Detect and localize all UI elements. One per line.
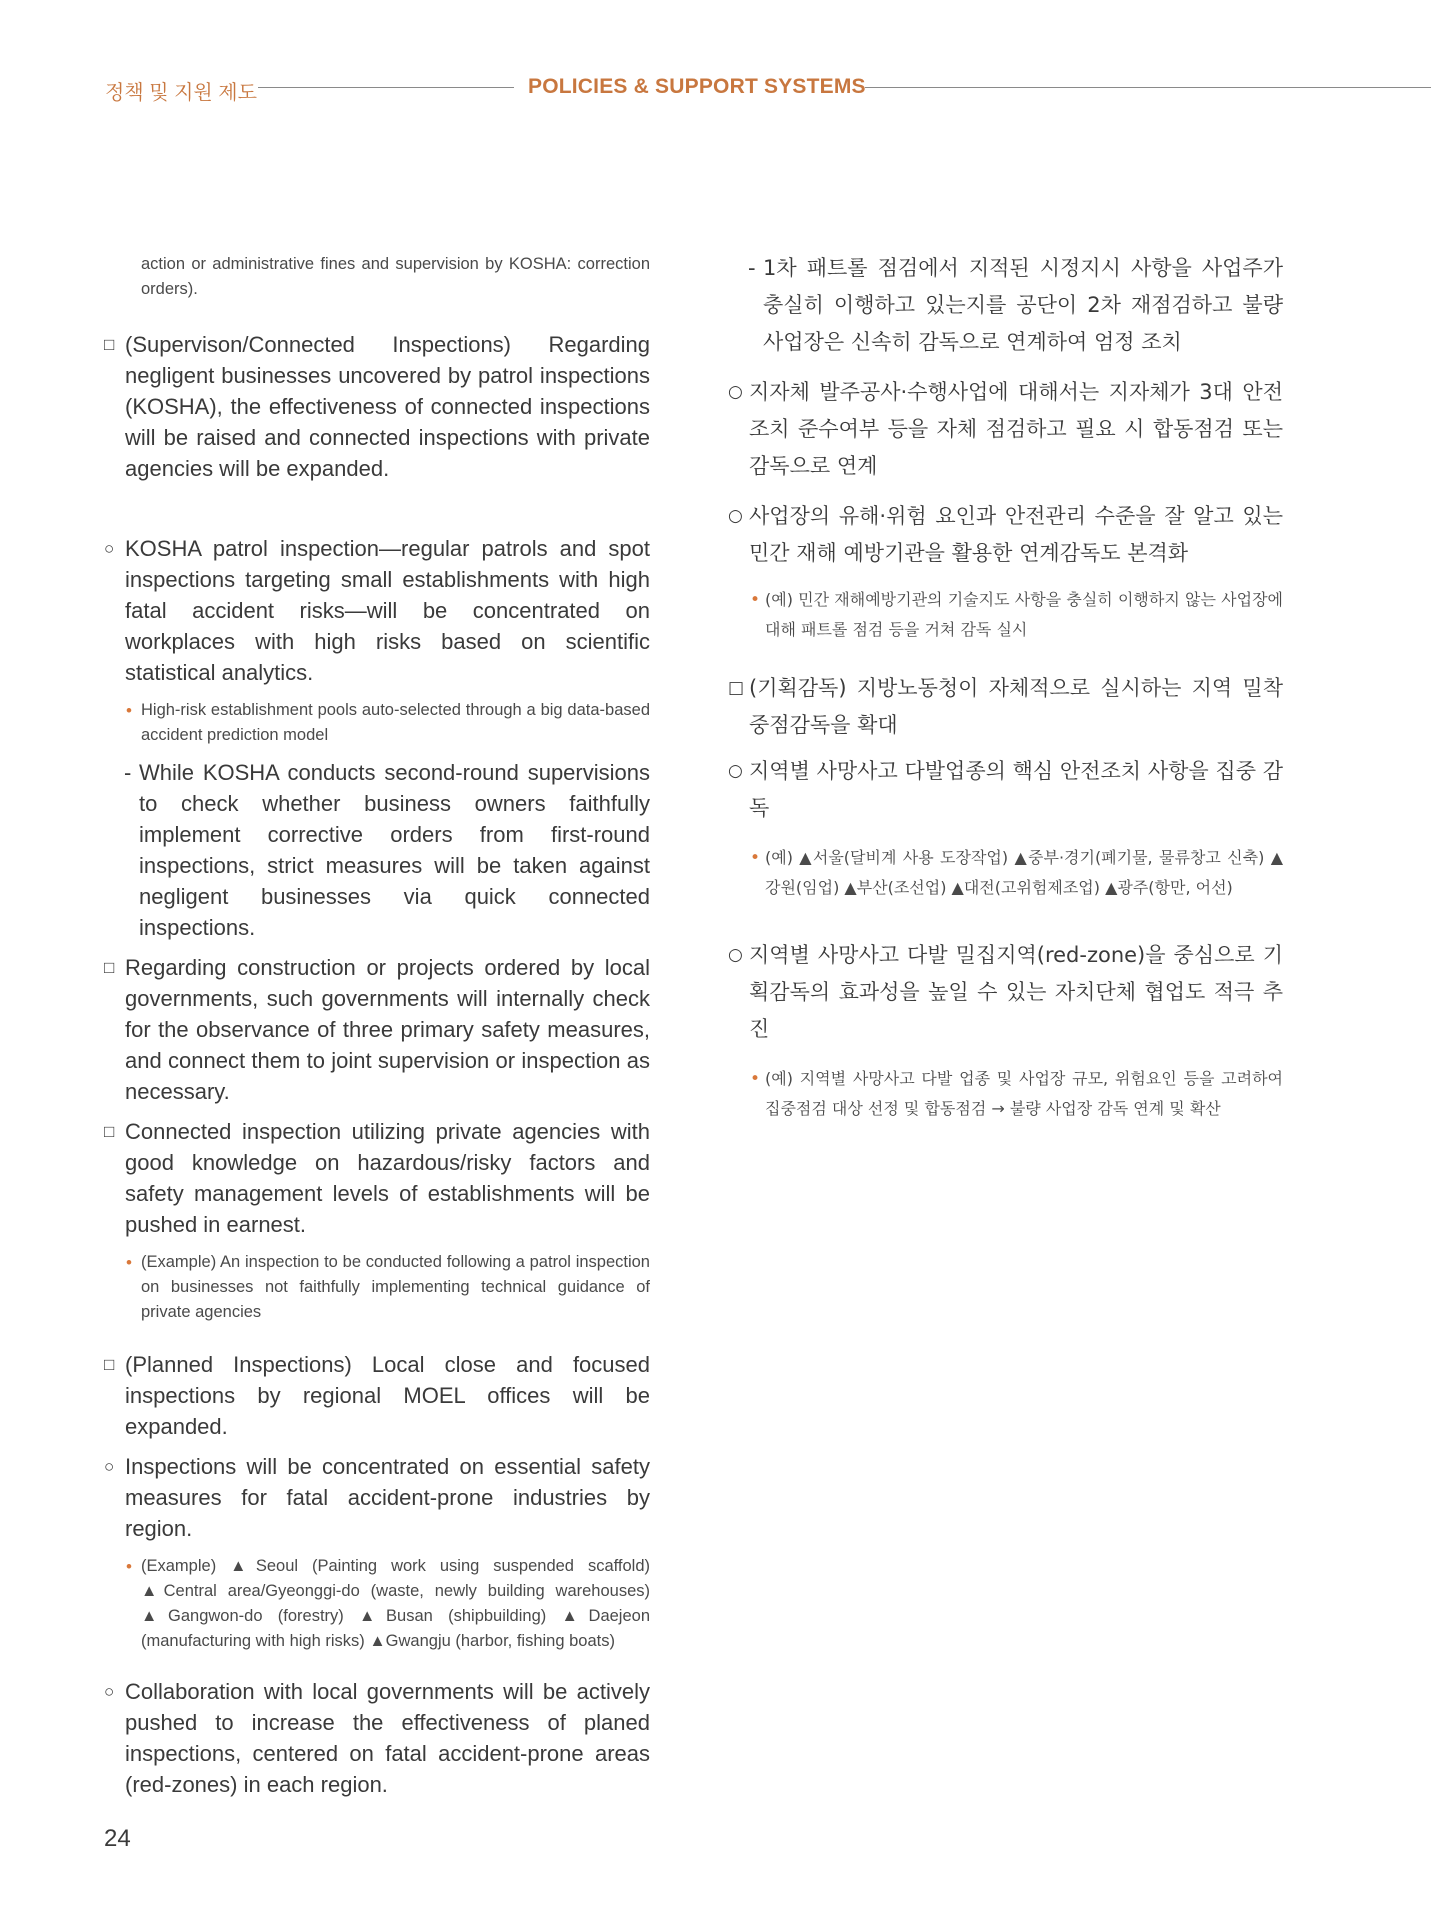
paragraph-text: High-risk establishment pools auto-selected through a big data-based accident prediction model [141,701,650,744]
dot-item [104,1250,650,1325]
paragraph-text: (예) 민간 재해예방기관의 기술지도 사항을 충실히 이행하지 않는 사업장에 대해 패트롤 점검 등을 거쳐 감독 실시 [765,590,1283,639]
continued-text [104,252,650,302]
right-column [728,252,1283,1124]
square-bullet-icon: □ [104,958,115,977]
paragraph-text: (Example) ▲Seoul (Painting work using suspended scaffold) ▲Central area/Gyeonggi-do (waste, newly building warehouses) ▲Gangwon-do (forestry) ▲Busan (shipbuilding) ▲Daejeon (manufacturing with high risks) ▲Gwangju (harbor, fishing boats) [141,1557,650,1650]
header-rule-right [865,87,1431,88]
paragraph-text: While KOSHA conducts second-round supervisions to check whether business owners faithfully implement corrective orders from first-round inspections, strict measures will be taken against negligent businesses via quick connected inspections. [139,760,650,940]
square-item [104,329,650,484]
square-item [104,1116,650,1240]
paragraph-text: action or administrative fines and supervision by KOSHA: correction orders). [141,255,650,298]
circle-bullet-icon: ○ [104,539,115,558]
paragraph-text: (예) ▲서울(달비계 사용 도장작업) ▲중부·경기(폐기물, 물류창고 신축) ▲강원(임업) ▲부산(조선업) ▲대전(고위험제조업) ▲광주(항만, 어선) [765,848,1283,897]
square-bullet-icon: □ [104,335,115,354]
dot-item [728,843,1283,903]
dot-bullet-icon: • [126,701,132,720]
dot-item [728,1064,1283,1124]
dash-bullet-icon: - [748,256,756,280]
paragraph-text: 1차 패트롤 점검에서 지적된 시정지시 사항을 사업주가 충실히 이행하고 있는지를 공단이 2차 재점검하고 불량 사업장은 신속히 감독으로 연계하여 엄정 조치 [763,256,1283,354]
dash-item [104,757,650,943]
dot-item [104,1554,650,1654]
paragraph-text: 지역별 사망사고 다발업종의 핵심 안전조치 사항을 집중 감독 [749,759,1283,820]
paragraph-text: KOSHA patrol inspection—regular patrols and spot inspections targeting small establishments with high fatal accident risks—will be concentrated on workplaces with high risks based on scientific statistical analytics. [125,536,650,685]
circle-item [728,374,1283,485]
paragraph-text: (예) 지역별 사망사고 다발 업종 및 사업장 규모, 위험요인 등을 고려하여 집중점검 대상 선정 및 합동점검 → 불량 사업장 감독 연계 및 확산 [765,1069,1283,1118]
circle-bullet-icon: ○ [728,945,743,965]
page-number: 24 [104,1825,131,1852]
square-item [104,1349,650,1442]
circle-bullet-icon: ○ [728,761,743,781]
paragraph-text: 지자체 발주공사·수행사업에 대해서는 지자체가 3대 안전조치 준수여부 등을 자체 점검하고 필요 시 합동점검 또는 감독으로 연계 [749,380,1283,478]
dot-bullet-icon: • [126,1557,132,1576]
dot-item [104,698,650,748]
paragraph-text: (Supervison/Connected Inspections) Regarding negligent businesses uncovered by patrol inspections (KOSHA), the effectiveness of connected inspections will be raised and connected inspections with private agencies will be expanded. [125,332,650,481]
circle-item [728,937,1283,1048]
circle-bullet-icon: ○ [104,1682,115,1701]
paragraph-text: Collaboration with local governments will be actively pushed to increase the effectiveness of planed inspections, centered on fatal accident-prone areas (red-zones) in each region. [125,1679,650,1797]
section-title-korean: 정책 및 지원 제도 [105,82,257,104]
paragraph-text: (Planned Inspections) Local close and focused inspections by regional MOEL offices will be expanded. [125,1352,650,1439]
circle-item [104,533,650,688]
dash-bullet-icon: - [124,760,132,785]
section-title-english: POLICIES & SUPPORT SYSTEMS [528,75,866,98]
paragraph-text: Connected inspection utilizing private agencies with good knowledge on hazardous/risky factors and safety management levels of establishments will be pushed in earnest. [125,1119,650,1237]
paragraph-text: Inspections will be concentrated on essential safety measures for fatal accident-prone industries by region. [125,1454,650,1541]
paragraph-text: 사업장의 유해·위험 요인과 안전관리 수준을 잘 알고 있는 민간 재해 예방기관을 활용한 연계감독도 본격화 [749,504,1283,565]
dash-item [728,250,1283,361]
page-header [0,72,1431,102]
circle-bullet-icon: ○ [104,1457,115,1476]
circle-item [104,1676,650,1800]
circle-item [728,498,1283,572]
dot-bullet-icon: • [126,1253,132,1272]
paragraph-text: Regarding construction or projects ordered by local governments, such governments will internally check for the observance of three primary safety measures, and connect them to joint supervision or inspection as necessary. [125,955,650,1104]
square-bullet-icon: □ [728,678,745,698]
header-rule-left [258,87,514,88]
dot-bullet-icon: • [750,1069,761,1089]
dot-bullet-icon: • [750,848,761,868]
dot-item [728,585,1283,645]
square-bullet-icon: □ [104,1122,115,1141]
paragraph-text: (기획감독) 지방노동청이 자체적으로 실시하는 지역 밀착 중점감독을 확대 [749,676,1283,737]
left-column [104,252,650,1800]
circle-item [104,1451,650,1544]
circle-bullet-icon: ○ [728,382,743,402]
circle-item [728,753,1283,827]
paragraph-text: 지역별 사망사고 다발 밀집지역(red-zone)을 중심으로 기획감독의 효과성을 높일 수 있는 자치단체 협업도 적극 추진 [749,943,1283,1041]
square-item [728,670,1283,744]
square-bullet-icon: □ [104,1355,115,1374]
square-item [104,952,650,1107]
circle-bullet-icon: ○ [728,506,743,526]
dot-bullet-icon: • [750,590,761,610]
paragraph-text: (Example) An inspection to be conducted following a patrol inspection on businesses not faithfully implementing technical guidance of private agencies [141,1253,650,1321]
